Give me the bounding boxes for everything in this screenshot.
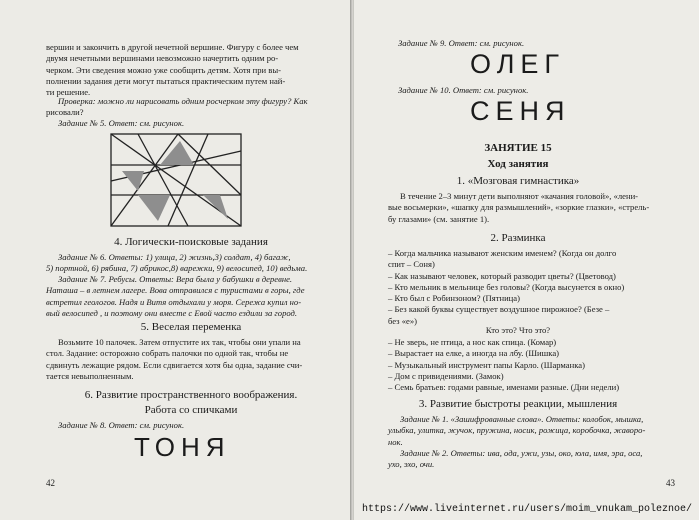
figure-shaded-triangle [138,195,170,221]
one-stroke-figure [108,131,244,229]
page-number-left: 42 [46,478,55,488]
matchstick-word-oleg: ОЛЕГ [470,49,566,79]
section1-heading: 1. «Мозговая гимнастика» [456,175,580,187]
task8-answer: Задание № 8. Ответ: см. рисунок. [58,420,185,430]
matchstick-word-tonya: ТОНЯ [134,432,231,462]
intro-paragraph: вершин и закончить в другой нечетной вершине. Фигуру с более чем двумя нечетными вершинами невозможно начертить одним ро- черком. Эти сведения можно уже сообщить детям. Хотя при вы- полнении задания дети могут пытаться практическим путем най- ти решение. [46,42,299,98]
section1-paragraph: В течение 2–3 минут дети выполняют «качания головой», «лени- вые восьмерки», «шапку для размышлений», «зоркие глазки», «стрель- бу глазами» (см. занятие 1). [388,191,650,224]
riddles-heading: Кто это? Что это? [485,325,551,335]
task9-answer: Задание № 9. Ответ: см. рисунок. [398,38,525,48]
matchstick-word-senya: СЕНЯ [470,96,571,126]
figure-shaded-triangle [122,171,144,191]
lesson-course-heading: Ход занятия [487,158,549,170]
section3-heading: 3. Развитие быстроты реакции, мышления [418,398,618,410]
section5-paragraph: Возьмите 10 палочек. Затем отпустите их так, чтобы они упали на стол. Задание: осторожно собрать палочки по одной так, чтобы не сдвинуть лежащие рядом. Если сдвигается хотя бы одна, задание счи- тается невыполненным. [46,337,303,381]
task5-answer: Задание № 5. Ответ: см. рисунок. [58,118,185,128]
section2-heading: 2. Разминка [490,232,546,244]
lesson-title: ЗАНЯТИЕ 15 [484,142,552,154]
page-number-right: 43 [666,478,675,488]
riddles-list: – Не зверь, не птица, а нос как спица. (Комар) – Вырастает на елке, а иногда на лбу. (Шишка) – Музыкальный инструмент папы Карло. (Шарманка) – Дом с привидениями. (Замок) – Семь братьев: годами равные, именами разные. (Дни недели) [388,337,620,393]
check-question: Проверка: можно ли нарисовать одним росчерком эту фигуру? Как рисовали? [46,96,308,118]
section5-heading: 5. Веселая переменка [140,321,242,333]
task7-answers: Задание № 7. Ребусы. Ответы: Вера была у бабушки в деревне. Наташа – в летнем лагере. Вова отправился с туристами в горы, где встретил геологов. Надя и Витя отдыхали у моря. Сережа купил но- вый велосипед , и поэтому они вместе с Евой часто ездили за город. [46,274,305,318]
section4-heading: 4. Логически-поисковые задания [114,236,268,248]
figure-line [111,134,178,226]
task10-answer: Задание № 10. Ответ: см. рисунок. [398,85,529,95]
task6-answers: Задание № 6. Ответы: 1) улица, 2) жизнь,3) солдат, 4) багаж, 5) портной, 6) рябина, 7) абрикос,8) варежки, 9) велосипед, 10) ведьма. [46,252,308,274]
section6-subheading: Работа со спичками [144,404,238,416]
watermark-url: https://www.liveinternet.ru/users/moim_vnukam_poleznoe/ [362,504,693,515]
task1-answers: Задание № 1. «Зашифрованные слова». Ответы: колобок, мышка, улыбка, улитка, жучок, пружина, носик, рожица, коробочка, жаворо- нок. [388,414,646,447]
task2-answers: Задание № 2. Ответы: ива, ода, ужи, узы, око, юла, имя, эра, оса, ухо, эхо, очи. [388,448,643,470]
warmup-questions: – Когда мальчика называют женским именем? (Когда он долго спит – Соня) – Как называют человек, который разводит цветы? (Цветовод) – Кто мельник в мельнице без головы? (Когда высунется в окно) – Кто был с Робинзоном? (Пятница) – Без какой буквы существует воздушное пирожное? (Безе – без «е») [388,248,625,326]
section6-heading: 6. Развитие пространственного воображения. [84,389,298,401]
figure-line [168,134,208,226]
figure-shaded-triangle [203,195,228,219]
right-page [354,0,699,520]
